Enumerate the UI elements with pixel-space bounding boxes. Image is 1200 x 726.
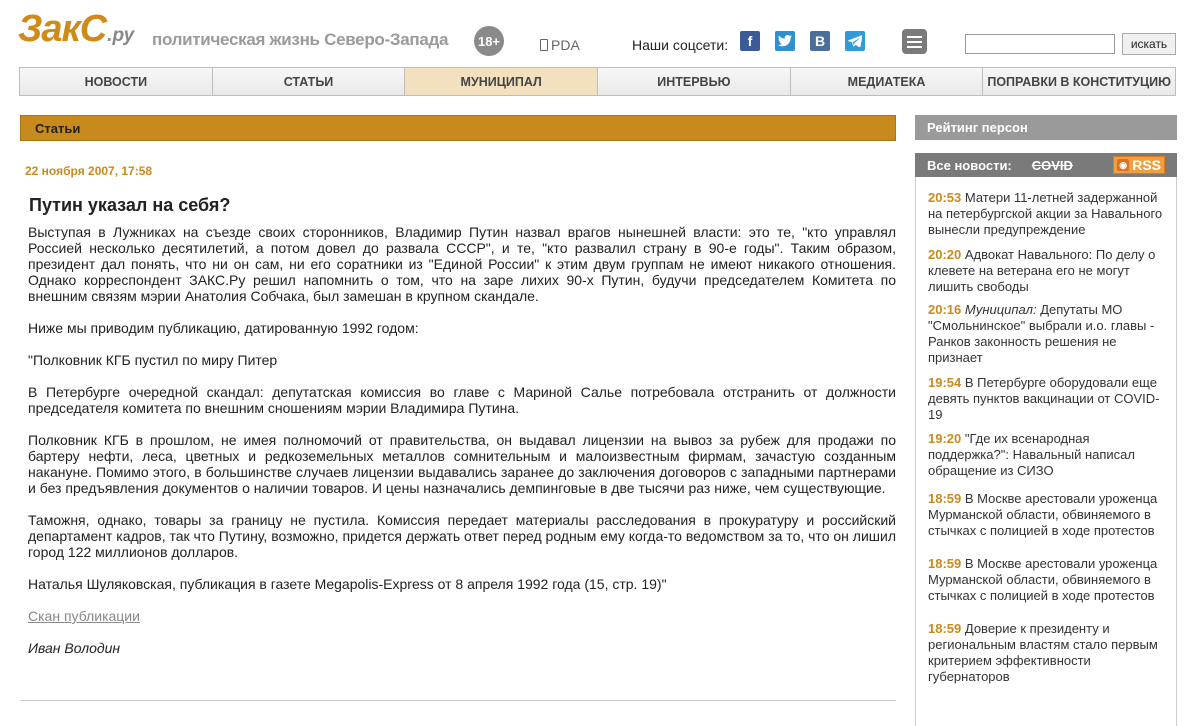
news-category: Муниципал: [964, 302, 1037, 317]
nav-item-media[interactable]: МЕДИАТЕКА [791, 68, 984, 95]
news-item[interactable] [928, 556, 1168, 604]
news-item[interactable] [928, 431, 1168, 479]
article-paragraph: Таможня, однако, товары за границу не пустила. Комиссия передает материалы расследования в прокуратуру и российский департамент кадров, так что Путину, возможно, придется держать ответ перед родным ему когда-то ведомством за то, что он лишил город 122 миллионов долларов. [28, 512, 896, 560]
telegram-plane-icon [848, 35, 862, 47]
nav-item-articles[interactable]: СТАТЬИ [213, 68, 406, 95]
social-label: Наши соцсети: [632, 37, 729, 53]
scan-link[interactable]: Скан публикации [28, 608, 140, 624]
news-time: 19:54 [928, 375, 962, 390]
vkontakte-icon[interactable]: B [810, 31, 830, 51]
age-rating-badge: 18+ [474, 26, 504, 56]
news-item[interactable] [928, 621, 1168, 685]
news-item[interactable] [928, 375, 1168, 423]
site-header [0, 0, 1200, 66]
news-time: 19:20 [928, 431, 962, 446]
news-item[interactable] [928, 247, 1168, 295]
news-time: 18:59 [928, 556, 962, 571]
news-text: "Где их всенародная поддержка?": Навальный написал обращение из СИЗО [928, 431, 1135, 478]
article-date: 22 ноября 2007, 17:58 [25, 164, 153, 178]
news-text: Матери 11-летней задержанной на петербургской акции за Навального вынесли предупреждение [928, 190, 1163, 237]
section-title-bar[interactable]: Статьи [20, 115, 896, 141]
article-body [28, 224, 896, 672]
article-paragraph: Ниже мы приводим публикацию, датированную 1992 годом: [28, 320, 419, 336]
menu-line [907, 46, 922, 48]
main-nav [19, 67, 1176, 96]
article-paragraph: "Полковник КГБ пустил по миру Питер [28, 352, 278, 368]
article-paragraph: Выступая в Лужниках на съезде своих сторонников, Владимир Путин назвал врагов нынешней власти: это те, "кто управлял Россией несколько десятилетий, а потом довел до развала СССР", и те, "кто развалил страну в 90-е годы". Таким образом, президент дал понять, что ни он сам, ни его соратники из "Единой России" к этим двум группам не имеют никакого отношения. Однако корреспондент ЗАКС.Ру решил напомнить о том, что на заре лихих 90-х Путин, будучи председателем Комитета по внешним связям мэрии Анатолия Собчака, был замешан в крупном скандале. [28, 224, 896, 304]
covid-filter[interactable]: COVID [1031, 157, 1073, 173]
news-time: 20:16 [928, 302, 962, 317]
logo-main: ЗакС [18, 8, 107, 50]
news-text: В Москве арестовали уроженца Мурманской области, обвиняемого в стычках с полицией в ходе протестов [928, 556, 1158, 603]
news-text: Депутаты МО "Смольнинское" выбрали и.о. главы - Ранков законность решения не признает [928, 302, 1155, 365]
article-paragraph: Наталья Шуляковская, публикация в газете Megapolis-Express от 8 апреля 1992 года (15, стр. 19)" [28, 576, 667, 592]
news-item[interactable] [928, 302, 1168, 366]
nav-item-interview[interactable]: ИНТЕРВЬЮ [598, 68, 791, 95]
pda-link[interactable] [540, 37, 580, 53]
logo-suffix: .ру [107, 25, 135, 46]
site-logo[interactable] [18, 10, 134, 48]
rss-label: RSS [1132, 157, 1161, 173]
news-item[interactable] [928, 491, 1168, 539]
news-time: 20:20 [928, 247, 962, 262]
nav-item-news[interactable]: НОВОСТИ [20, 68, 213, 95]
news-text: Адвокат Навального: По делу о клевете на ветерана его не могут лишить свободы [928, 247, 1156, 294]
news-time: 18:59 [928, 621, 962, 636]
news-time: 20:53 [928, 190, 962, 205]
pda-label: PDA [551, 37, 580, 53]
menu-line [907, 36, 922, 38]
rating-persons-bar[interactable]: Рейтинг персон [915, 115, 1177, 140]
scan-link-wrapper [28, 608, 896, 624]
news-time: 18:59 [928, 491, 962, 506]
twitter-bird-icon [778, 35, 792, 47]
all-news-title[interactable]: Все новости: [927, 157, 1012, 173]
twitter-icon[interactable] [775, 31, 795, 51]
menu-button[interactable] [902, 29, 927, 54]
news-text: В Петербурге оборудовали еще девять пунктов вакцинации от COVID-19 [928, 375, 1160, 422]
rss-icon: ◉ [1117, 159, 1129, 171]
facebook-icon[interactable]: f [740, 31, 760, 51]
article-author: Иван Володин [28, 640, 121, 656]
search-button[interactable]: искать [1122, 33, 1176, 55]
menu-line [907, 41, 922, 43]
article-paragraph: Полковник КГБ в прошлом, не имея полномочий от правительства, он выдавал лицензии на вывоз за рубеж для продажи по бартеру нефти, леса, цветных и редкоземельных металлов сомнительным и малоизвестным фирмам, зачастую созданным накануне. Помимо этого, в большинстве случаев лицензии выдавались заранее до заключения договоров с западными партнерами и без предъявления документов о наличии товаров. И цены назначались демпинговые в две тысячи раз ниже, чем существующие. [28, 432, 896, 496]
nav-item-constitution[interactable]: ПОПРАВКИ В КОНСТИТУЦИЮ [983, 68, 1175, 95]
all-news-header [915, 153, 1177, 177]
search-input[interactable] [965, 34, 1115, 54]
article-title: Путин указал на себя? [29, 195, 231, 215]
news-text: В Москве арестовали уроженца Мурманской области, обвиняемого в стычках с полицией в ходе протестов [928, 491, 1158, 538]
news-text: Доверие к президенту и региональным властям стало первым критерием эффективности губернаторов [928, 621, 1158, 684]
rss-button[interactable] [1113, 156, 1165, 174]
article-paragraph: В Петербурге очередной скандал: депутатская комиссия во главе с Мариной Салье потребовала отстранить от должности председателя комитета по внешним сношениям мэрии Владимира Путина. [28, 384, 896, 416]
news-item[interactable] [928, 190, 1168, 238]
nav-item-municipal[interactable]: МУНИЦИПАЛ [405, 68, 598, 95]
telegram-icon[interactable] [845, 31, 865, 51]
phone-icon [540, 39, 548, 51]
site-tagline: политическая жизнь Северо-Запада [152, 30, 449, 49]
content-divider [20, 700, 896, 701]
